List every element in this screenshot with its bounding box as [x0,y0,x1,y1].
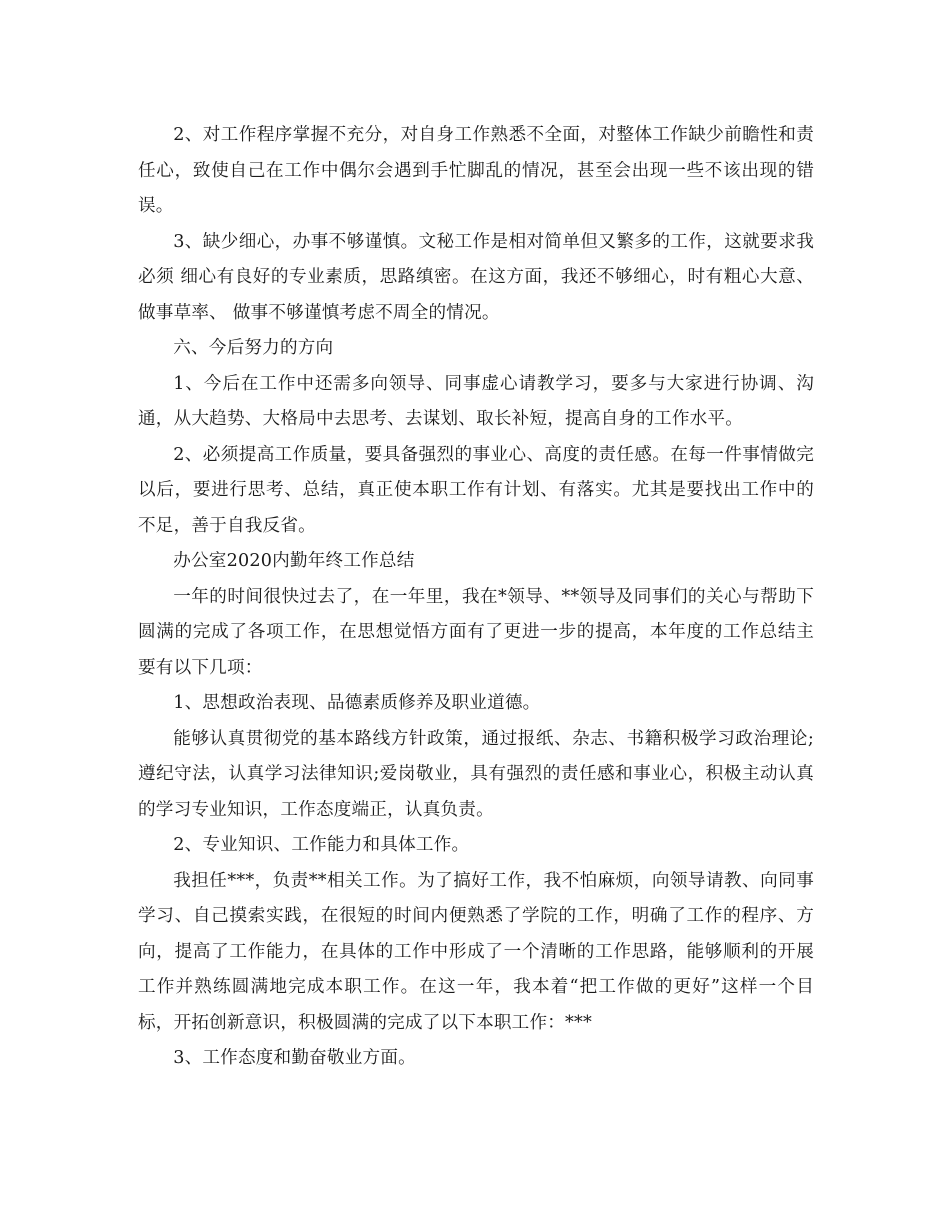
paragraph-direction-2: 2、必须提高工作质量，要具备强烈的事业心、高度的责任感。在每一件事情做完以后，要进行思考、总结，真正使本职工作有计划、有落实。尤其是要找出工作中的不足，善于自我反省。 [138,444,814,536]
subheading-political-performance: 1、思想政治表现、品德素质修养及职业道德。 [173,693,541,713]
paragraph-direction-1: 1、今后在工作中还需多向领导、同事虚心请教学习，要多与大家进行协调、沟通，从大趋势、大格局中去思考、去谋划、取长补短，提高自身的工作水平。 [138,373,814,429]
section-heading-future-direction: 六、今后努力的方向 [173,338,334,358]
document-title: 办公室2020内勤年终工作总结 [173,551,415,571]
paragraph-intro: 一年的时间很快过去了，在一年里，我在*领导、**领导及同事们的关心与帮助下圆满的完成了各项工作，在思想觉悟方面有了更进一步的提高，本年度的工作总结主要有以下几项： [138,586,814,678]
paragraph-shortcoming-2: 2、对工作程序掌握不充分，对自身工作熟悉不全面，对整体工作缺少前瞻性和责任心，致使自己在工作中偶尔会遇到手忙脚乱的情况，甚至会出现一些不该出现的错误。 [138,125,814,216]
document-body [138,118,814,1077]
subheading-work-attitude: 3、工作态度和勤奋敬业方面。 [173,1048,416,1068]
paragraph-shortcoming-3: 3、缺少细心，办事不够谨慎。文秘工作是相对简单但又繁多的工作，这就要求我必须 细心有良好的专业素质，思路缜密。在这方面，我还不够细心，时有粗心大意、做事草率、 做事不够谨慎考虑不周全的情况。 [138,231,814,323]
subheading-professional-knowledge: 2、专业知识、工作能力和具体工作。 [173,835,470,855]
paragraph-professional-knowledge: 我担任***，负责**相关工作。为了搞好工作，我不怕麻烦，向领导请教、向同事学习、自己摸索实践，在很短的时间内便熟悉了学院的工作，明确了工作的程序、方向，提高了工作能力，在具体的工作中形成了一个清晰的工作思路，能够顺利的开展工作并熟练圆满地完成本职工作。在这一年，我本着“把工作做的更好”这样一个目标，开拓创新意识，积极圆满的完成了以下本职工作：*** [138,870,814,1033]
paragraph-political-performance: 能够认真贯彻党的基本路线方针政策，通过报纸、杂志、书籍积极学习政治理论;遵纪守法，认真学习法律知识;爱岗敬业，具有强烈的责任感和事业心，积极主动认真的学习专业知识，工作态度端正，认真负责。 [138,728,814,820]
